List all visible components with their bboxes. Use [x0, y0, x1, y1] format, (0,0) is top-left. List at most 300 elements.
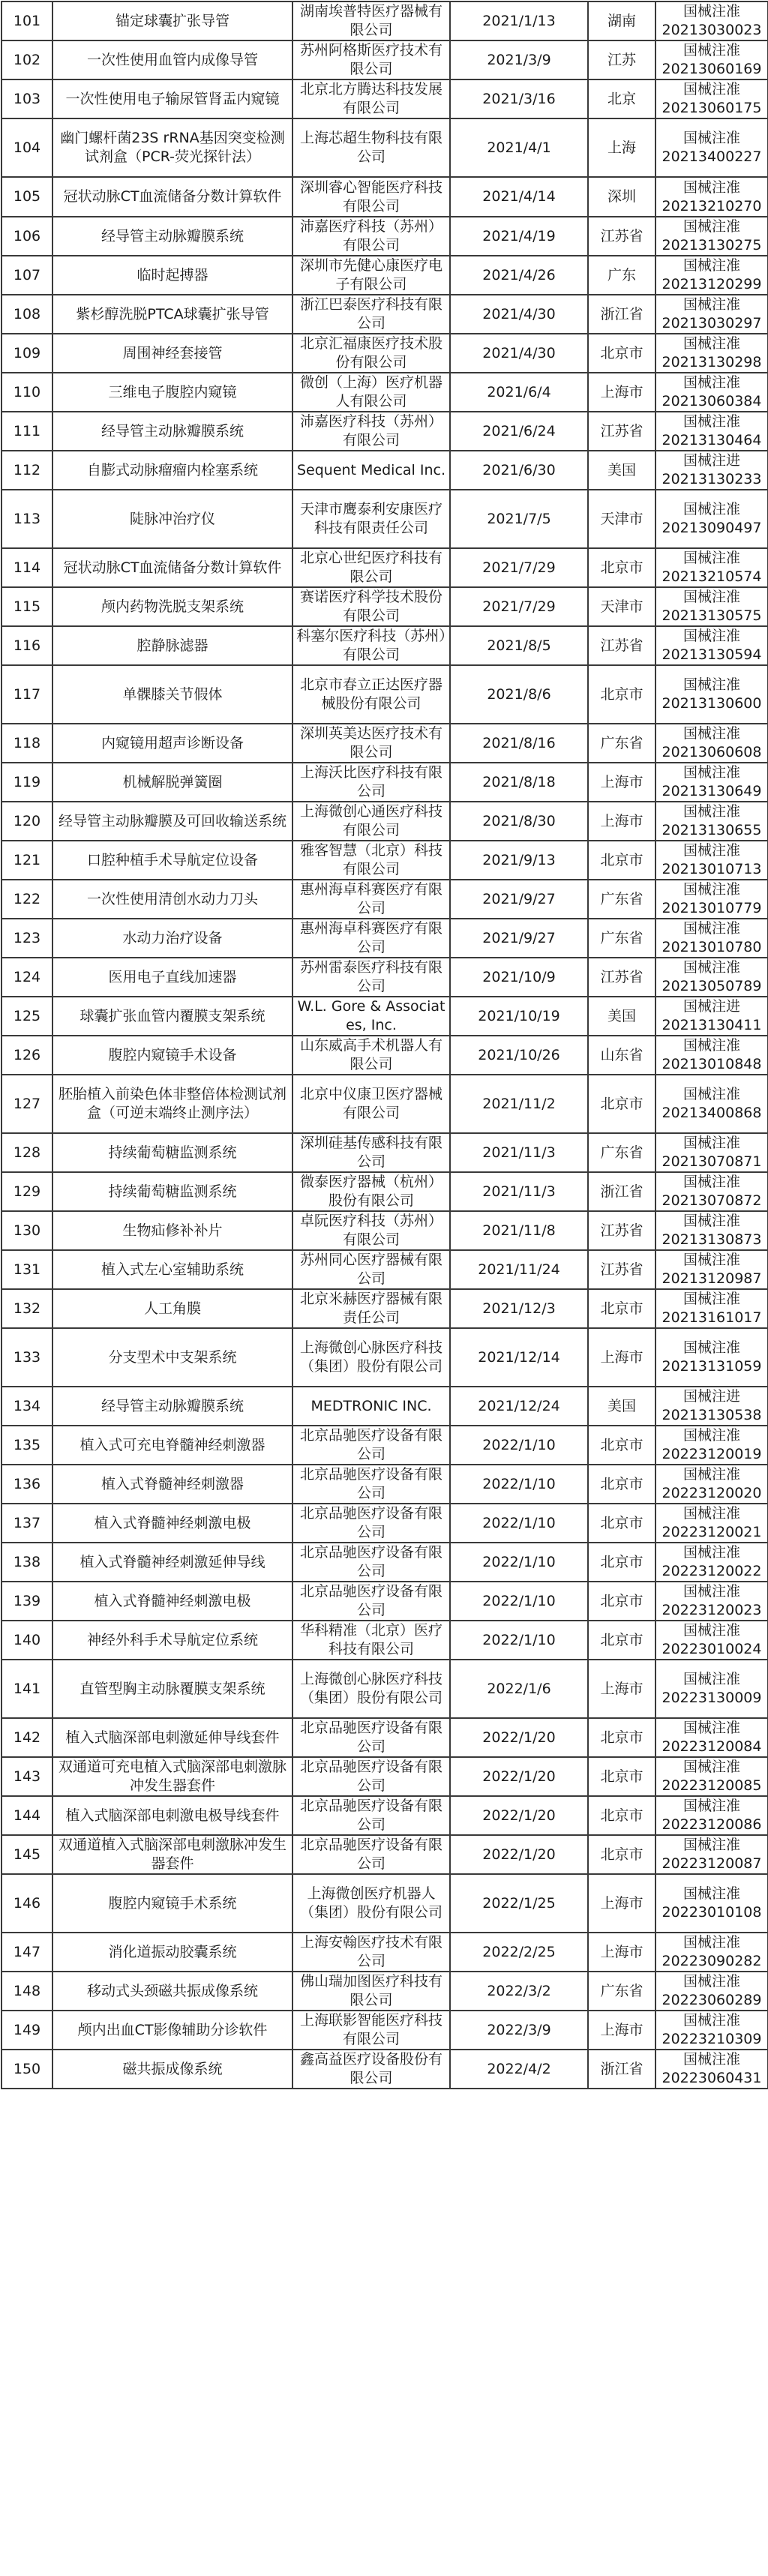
company-name: 北京汇福康医疗技术股份有限公司 [292, 334, 450, 373]
product-name: 持续葡萄糖监测系统 [52, 1133, 292, 1172]
product-name: 经导管主动脉瓣膜及可回收输送系统 [52, 802, 292, 841]
table-row [2, 2011, 768, 2050]
region: 山东省 [588, 1036, 656, 1075]
region: 上海市 [588, 763, 656, 802]
product-name: 周围神经套接管 [52, 334, 292, 373]
cert-number: 20213010779 [662, 900, 762, 916]
row-number: 121 [2, 841, 52, 880]
table-row [2, 79, 768, 118]
row-number: 105 [2, 177, 52, 217]
cert-number: 20223130009 [662, 1690, 762, 1706]
region: 广东省 [588, 1133, 656, 1172]
company-name: 北京品驰医疗设备有限公司 [292, 1835, 450, 1874]
cert-number: 20213400868 [662, 1105, 762, 1121]
registration-cert [656, 587, 768, 626]
registration-table [1, 1, 768, 2089]
registration-cert [656, 490, 768, 548]
approval-date: 2022/1/10 [450, 1582, 588, 1621]
product-name: 植入式脑深部电刺激电极导线套件 [52, 1796, 292, 1835]
cert-number: 20213130600 [662, 695, 762, 712]
registration-cert [656, 1211, 768, 1250]
table-row [2, 1133, 768, 1172]
company-name: 上海微创心通医疗科技有限公司 [292, 802, 450, 841]
company-name: 苏州同心医疗器械有限公司 [292, 1250, 450, 1289]
row-number: 110 [2, 373, 52, 412]
product-name: 口腔种植手术导航定位设备 [52, 841, 292, 880]
registration-cert [656, 1933, 768, 1972]
cert-prefix: 国械注准 [682, 501, 740, 517]
approval-date: 2021/7/29 [450, 548, 588, 587]
company-name: 深圳睿心智能医疗科技有限公司 [292, 177, 450, 217]
cert-prefix: 国械注准 [682, 1885, 740, 1902]
cert-prefix: 国械注准 [682, 413, 740, 430]
row-number: 146 [2, 1874, 52, 1933]
region: 浙江省 [588, 1172, 656, 1211]
cert-prefix: 国械注准 [682, 803, 740, 820]
cert-prefix: 国械注准 [682, 3, 740, 19]
approval-date: 2022/1/10 [450, 1426, 588, 1465]
region: 北京市 [588, 1718, 656, 1757]
region: 深圳 [588, 177, 656, 217]
cert-number: 20223120022 [662, 1563, 762, 1579]
approval-date: 2021/9/13 [450, 841, 588, 880]
product-name: 植入式脊髓神经刺激器 [52, 1465, 292, 1504]
cert-prefix: 国械注准 [682, 1837, 740, 1853]
cert-number: 20223120023 [662, 1602, 762, 1618]
product-name: 冠状动脉CT血流储备分数计算软件 [52, 548, 292, 587]
region: 广东省 [588, 880, 656, 919]
cert-number: 20223010108 [662, 1904, 762, 1921]
row-number: 113 [2, 490, 52, 548]
approval-date: 2021/12/24 [450, 1387, 588, 1426]
row-number: 120 [2, 802, 52, 841]
product-name: 腹腔内窥镜手术设备 [52, 1036, 292, 1075]
cert-number: 20213010848 [662, 1056, 762, 1072]
cert-number: 20223060431 [662, 2070, 762, 2086]
registration-cert [656, 1, 768, 40]
row-number: 102 [2, 40, 52, 79]
region: 江苏省 [588, 217, 656, 256]
registration-cert [656, 177, 768, 217]
cert-number: 20213210270 [662, 197, 762, 214]
registration-cert [656, 626, 768, 665]
cert-prefix: 国械注准 [682, 1213, 740, 1229]
company-name: 华科精准（北京）医疗科技有限公司 [292, 1621, 450, 1660]
cert-prefix: 国械注准 [682, 550, 740, 566]
registration-cert [656, 373, 768, 412]
region: 江苏省 [588, 626, 656, 665]
registration-cert [656, 256, 768, 295]
product-name: 陡脉冲治疗仪 [52, 490, 292, 548]
table-row [2, 763, 768, 802]
registration-cert [656, 1289, 768, 1328]
registration-cert [656, 1757, 768, 1796]
region: 上海市 [588, 1328, 656, 1387]
registration-cert [656, 334, 768, 373]
registration-table-body [2, 1, 768, 2089]
cert-prefix: 国械注准 [682, 42, 740, 58]
product-name: 医用电子直线加速器 [52, 958, 292, 997]
row-number: 123 [2, 919, 52, 958]
product-name: 植入式可充电脊髓神经刺激器 [52, 1426, 292, 1465]
registration-cert [656, 880, 768, 919]
row-number: 142 [2, 1718, 52, 1757]
row-number: 132 [2, 1289, 52, 1328]
company-name: 赛诺医疗科学技术股份有限公司 [292, 587, 450, 626]
product-name: 人工角膜 [52, 1289, 292, 1328]
row-number: 139 [2, 1582, 52, 1621]
product-name: 临时起搏器 [52, 256, 292, 295]
cert-prefix: 国械注准 [682, 1252, 740, 1268]
product-name: 消化道振动胶囊系统 [52, 1933, 292, 1972]
row-number: 135 [2, 1426, 52, 1465]
product-name: 颅内药物洗脱支架系统 [52, 587, 292, 626]
registration-cert [656, 724, 768, 763]
company-name: 上海芯超生物科技有限公司 [292, 118, 450, 177]
product-name: 颅内出血CT影像辅助分诊软件 [52, 2011, 292, 2050]
approval-date: 2022/1/20 [450, 1796, 588, 1835]
region: 上海市 [588, 1933, 656, 1972]
row-number: 115 [2, 587, 52, 626]
company-name: 上海微创心脉医疗科技（集团）股份有限公司 [292, 1328, 450, 1387]
company-name: 微泰医疗器械（杭州）股份有限公司 [292, 1172, 450, 1211]
cert-prefix: 国械注准 [682, 257, 740, 274]
row-number: 141 [2, 1660, 52, 1718]
region: 北京市 [588, 1796, 656, 1835]
region: 上海市 [588, 373, 656, 412]
product-name: 机械解脱弹簧圈 [52, 763, 292, 802]
row-number: 112 [2, 451, 52, 490]
approval-date: 2021/12/3 [450, 1289, 588, 1328]
approval-date: 2021/4/30 [450, 295, 588, 334]
product-name: 移动式头颈磁共振成像系统 [52, 1972, 292, 2011]
region: 北京市 [588, 1426, 656, 1465]
table-row [2, 1757, 768, 1796]
region: 湖南 [588, 1, 656, 40]
table-row [2, 1718, 768, 1757]
region: 北京市 [588, 1582, 656, 1621]
cert-number: 20213131059 [662, 1358, 762, 1375]
cert-number: 20213050789 [662, 978, 762, 994]
row-number: 119 [2, 763, 52, 802]
product-name: 水动力治疗设备 [52, 919, 292, 958]
table-row [2, 1933, 768, 1972]
company-name: 湖南埃普特医疗器械有限公司 [292, 1, 450, 40]
registration-cert [656, 1835, 768, 1874]
region: 上海市 [588, 802, 656, 841]
cert-prefix: 国械注准 [682, 881, 740, 898]
company-name: 深圳英美达医疗技术有限公司 [292, 724, 450, 763]
row-number: 109 [2, 334, 52, 373]
cert-number: 20213130275 [662, 237, 762, 253]
product-name: 植入式脑深部电刺激延伸导线套件 [52, 1718, 292, 1757]
approval-date: 2021/9/27 [450, 919, 588, 958]
region: 广东省 [588, 919, 656, 958]
approval-date: 2021/10/19 [450, 997, 588, 1036]
product-name: 单髁膝关节假体 [52, 665, 292, 724]
table-row [2, 1543, 768, 1582]
cert-number: 20213120299 [662, 276, 762, 292]
cert-prefix: 国械注准 [682, 335, 740, 352]
registration-cert [656, 1328, 768, 1387]
cert-prefix: 国械注准 [682, 725, 740, 742]
product-name: 直管型胸主动脉覆膜支架系统 [52, 1660, 292, 1718]
registration-cert [656, 1075, 768, 1133]
approval-date: 2021/11/24 [450, 1250, 588, 1289]
registration-cert [656, 1465, 768, 1504]
cert-number: 20213060169 [662, 61, 762, 77]
table-row [2, 412, 768, 451]
company-name: MEDTRONIC INC. [292, 1387, 450, 1426]
table-row [2, 1874, 768, 1933]
product-name: 幽门螺杆菌23S rRNA基因突变检测试剂盒（PCR-荧光探针法） [52, 118, 292, 177]
cert-number: 20213130873 [662, 1231, 762, 1248]
registration-cert [656, 1172, 768, 1211]
company-name: 北京中仪康卫医疗器械有限公司 [292, 1075, 450, 1133]
company-name: 苏州阿格斯医疗技术有限公司 [292, 40, 450, 79]
registration-cert [656, 412, 768, 451]
region: 上海市 [588, 1660, 656, 1718]
table-row [2, 1250, 768, 1289]
row-number: 150 [2, 2050, 52, 2089]
approval-date: 2021/8/5 [450, 626, 588, 665]
row-number: 148 [2, 1972, 52, 2011]
cert-number: 20213060175 [662, 100, 762, 116]
cert-number: 20223090282 [662, 1953, 762, 1969]
company-name: 北京市春立正达医疗器械股份有限公司 [292, 665, 450, 724]
approval-date: 2022/1/10 [450, 1543, 588, 1582]
company-name: 北京品驰医疗设备有限公司 [292, 1582, 450, 1621]
company-name: 微创（上海）医疗机器人有限公司 [292, 373, 450, 412]
region: 浙江省 [588, 2050, 656, 2089]
approval-date: 2022/1/20 [450, 1757, 588, 1796]
cert-number: 20213060384 [662, 393, 762, 409]
approval-date: 2021/8/18 [450, 763, 588, 802]
cert-prefix: 国械注准 [682, 676, 740, 693]
registration-cert [656, 295, 768, 334]
registration-cert [656, 997, 768, 1036]
registration-cert [656, 217, 768, 256]
region: 北京市 [588, 1075, 656, 1133]
company-name: 沛嘉医疗科技（苏州）有限公司 [292, 412, 450, 451]
table-row [2, 880, 768, 919]
company-name: 北京米赫医疗器械有限责任公司 [292, 1289, 450, 1328]
table-row [2, 1075, 768, 1133]
table-row [2, 1289, 768, 1328]
company-name: 惠州海卓科赛医疗有限公司 [292, 880, 450, 919]
table-row [2, 665, 768, 724]
approval-date: 2022/2/25 [450, 1933, 588, 1972]
table-row [2, 1387, 768, 1426]
registration-cert [656, 118, 768, 177]
cert-prefix: 国械注准 [682, 1583, 740, 1600]
cert-number: 20213030023 [662, 22, 762, 38]
company-name: 北京品驰医疗设备有限公司 [292, 1757, 450, 1796]
region: 江苏省 [588, 412, 656, 451]
company-name: 上海微创医疗机器人（集团）股份有限公司 [292, 1874, 450, 1933]
registration-cert [656, 1660, 768, 1718]
region: 江苏省 [588, 1211, 656, 1250]
table-row [2, 1582, 768, 1621]
approval-date: 2022/1/20 [450, 1835, 588, 1874]
cert-prefix: 国械注准 [682, 959, 740, 976]
row-number: 101 [2, 1, 52, 40]
approval-date: 2021/10/9 [450, 958, 588, 997]
row-number: 133 [2, 1328, 52, 1387]
approval-date: 2021/8/6 [450, 665, 588, 724]
approval-date: 2022/1/6 [450, 1660, 588, 1718]
product-name: 经导管主动脉瓣膜系统 [52, 412, 292, 451]
registration-cert [656, 2011, 768, 2050]
company-name: W.L. Gore & Associates, Inc. [292, 997, 450, 1036]
approval-date: 2022/1/10 [450, 1621, 588, 1660]
approval-date: 2021/8/30 [450, 802, 588, 841]
table-row [2, 724, 768, 763]
cert-prefix: 国械注准 [682, 842, 740, 859]
registration-cert [656, 1582, 768, 1621]
registration-cert [656, 1543, 768, 1582]
row-number: 127 [2, 1075, 52, 1133]
cert-prefix: 国械注准 [682, 1466, 740, 1483]
approval-date: 2021/4/1 [450, 118, 588, 177]
company-name: 沛嘉医疗科技（苏州）有限公司 [292, 217, 450, 256]
approval-date: 2021/8/16 [450, 724, 588, 763]
table-row [2, 548, 768, 587]
cert-prefix: 国械注准 [682, 81, 740, 97]
region: 北京市 [588, 1465, 656, 1504]
cert-prefix: 国械注准 [682, 1505, 740, 1522]
cert-number: 20213130233 [662, 471, 762, 487]
region: 上海 [588, 118, 656, 177]
row-number: 124 [2, 958, 52, 997]
cert-prefix: 国械注准 [682, 374, 740, 391]
cert-prefix: 国械注准 [682, 628, 740, 644]
region: 江苏 [588, 40, 656, 79]
approval-date: 2021/4/19 [450, 217, 588, 256]
row-number: 128 [2, 1133, 52, 1172]
company-name: 鑫高益医疗设备股份有限公司 [292, 2050, 450, 2089]
cert-prefix: 国械注进 [682, 452, 740, 469]
region: 北京市 [588, 1757, 656, 1796]
table-row [2, 256, 768, 295]
row-number: 138 [2, 1543, 52, 1582]
company-name: 北京北方腾达科技发展有限公司 [292, 79, 450, 118]
table-row [2, 587, 768, 626]
company-name: 上海微创心脉医疗科技（集团）股份有限公司 [292, 1660, 450, 1718]
region: 北京市 [588, 841, 656, 880]
cert-number: 20213070872 [662, 1192, 762, 1209]
row-number: 134 [2, 1387, 52, 1426]
product-name: 持续葡萄糖监测系统 [52, 1172, 292, 1211]
registration-cert [656, 1387, 768, 1426]
registration-cert [656, 1796, 768, 1835]
table-row [2, 1796, 768, 1835]
cert-number: 20213130538 [662, 1407, 762, 1423]
region: 美国 [588, 451, 656, 490]
row-number: 143 [2, 1757, 52, 1796]
company-name: 上海沃比医疗科技有限公司 [292, 763, 450, 802]
cert-number: 20223120084 [662, 1738, 762, 1755]
approval-date: 2022/4/2 [450, 2050, 588, 2089]
cert-prefix: 国械注准 [682, 178, 740, 196]
registration-cert [656, 1504, 768, 1543]
registration-cert [656, 2050, 768, 2089]
approval-date: 2021/9/27 [450, 880, 588, 919]
registration-cert [656, 1036, 768, 1075]
region: 广东省 [588, 1972, 656, 2011]
table-row [2, 1426, 768, 1465]
cert-prefix: 国械注准 [682, 218, 740, 235]
cert-number: 20213060608 [662, 744, 762, 760]
cert-prefix: 国械注准 [682, 1973, 740, 1990]
registration-cert [656, 451, 768, 490]
company-name: 北京品驰医疗设备有限公司 [292, 1504, 450, 1543]
region: 江苏省 [588, 958, 656, 997]
approval-date: 2021/4/30 [450, 334, 588, 373]
row-number: 117 [2, 665, 52, 724]
table-row [2, 334, 768, 373]
table-row [2, 295, 768, 334]
row-number: 111 [2, 412, 52, 451]
product-name: 经导管主动脉瓣膜系统 [52, 217, 292, 256]
cert-prefix: 国械注准 [682, 1135, 740, 1151]
cert-prefix: 国械注准 [682, 1291, 740, 1307]
approval-date: 2022/1/25 [450, 1874, 588, 1933]
region: 北京市 [588, 1543, 656, 1582]
table-row [2, 451, 768, 490]
cert-number: 20213130298 [662, 354, 762, 370]
table-row [2, 217, 768, 256]
product-name: 神经外科手术导航定位系统 [52, 1621, 292, 1660]
table-row [2, 490, 768, 548]
row-number: 136 [2, 1465, 52, 1504]
company-name: 深圳硅基传感科技有限公司 [292, 1133, 450, 1172]
cert-prefix: 国械注准 [682, 1174, 740, 1190]
company-name: 上海安翰医疗技术有限公司 [292, 1933, 450, 1972]
region: 北京市 [588, 1504, 656, 1543]
approval-date: 2022/3/9 [450, 2011, 588, 2050]
product-name: 自膨式动脉瘤瘤内栓塞系统 [52, 451, 292, 490]
approval-date: 2021/7/5 [450, 490, 588, 548]
product-name: 腹腔内窥镜手术系统 [52, 1874, 292, 1933]
product-name: 生物疝修补补片 [52, 1211, 292, 1250]
cert-number: 20223120020 [662, 1485, 762, 1501]
company-name: Sequent Medical Inc. [292, 451, 450, 490]
row-number: 114 [2, 548, 52, 587]
cert-prefix: 国械注准 [682, 1720, 740, 1736]
table-row [2, 1835, 768, 1874]
table-row [2, 802, 768, 841]
cert-number: 20213130411 [662, 1017, 762, 1033]
approval-date: 2022/3/2 [450, 1972, 588, 2011]
region: 美国 [588, 1387, 656, 1426]
cert-number: 20223120087 [662, 1855, 762, 1872]
table-row [2, 1504, 768, 1543]
company-name: 上海联影智能医疗科技有限公司 [292, 2011, 450, 2050]
approval-date: 2022/1/20 [450, 1718, 588, 1757]
registration-cert [656, 1250, 768, 1289]
region: 北京市 [588, 1621, 656, 1660]
company-name: 佛山瑞加图医疗科技有限公司 [292, 1972, 450, 2011]
approval-date: 2021/10/26 [450, 1036, 588, 1075]
row-number: 122 [2, 880, 52, 919]
cert-number: 20223060289 [662, 1992, 762, 2008]
region: 广东 [588, 256, 656, 295]
cert-number: 20223120085 [662, 1777, 762, 1794]
product-name: 植入式脊髓神经刺激电极 [52, 1582, 292, 1621]
company-name: 科塞尔医疗科技（苏州）有限公司 [292, 626, 450, 665]
registration-cert [656, 802, 768, 841]
